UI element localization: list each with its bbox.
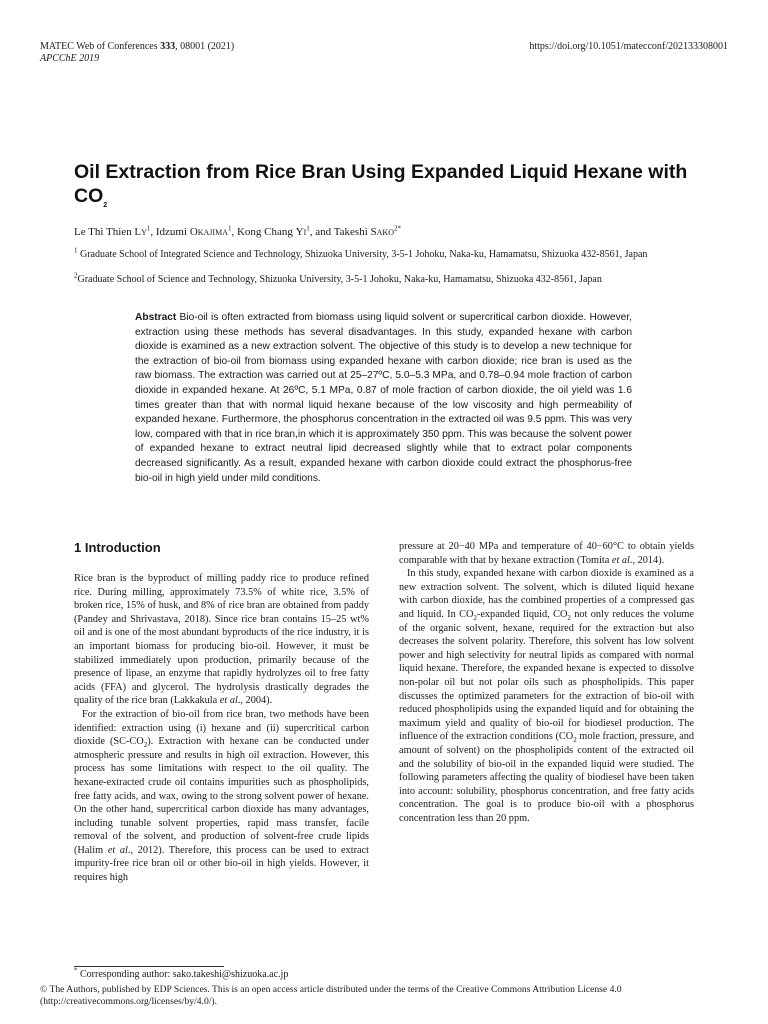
affiliation-text: Graduate School of Integrated Science and Technology, Shizuoka University, 3-5-1 Johoku, Naka-ku, Hamamatsu, Shizuoka 432-8561, Japan [77, 249, 648, 260]
article-number-year: , 08001 (2021) [175, 41, 235, 52]
paragraph-text: -expanded liquid, CO [476, 608, 568, 620]
affiliation-mark: 2 [74, 271, 78, 280]
author-given-name: Takeshi [333, 226, 371, 238]
affiliation-mark: 1 [227, 224, 232, 233]
et-al: et al [611, 554, 630, 566]
paragraph-text: pressure at 20−40 MPa and temperature of 40−60°C to obtain yields comparable with that by hexane extraction (Tomita [399, 541, 694, 566]
journal-name: MATEC Web of Conferences [40, 41, 158, 52]
author [74, 226, 156, 238]
affiliation-text: Graduate School of Science and Technology, Shizuoka University, 3-5-1 Johoku, Naka-ku, Hamamatsu, Shizuoka 432-8561, Japan [77, 274, 602, 285]
journal-volume: 333 [160, 41, 176, 52]
section-heading: 1 Introduction [74, 540, 161, 555]
et-al: et al [107, 844, 128, 856]
paragraph-text: mole fraction, pressure, and amount of solvent) on the phospholipids content of the extracted oil and the solubility of bio-oil in the expanded liquid were studied. The following parameters affecting the quality of biodiesel have been taken into account: solubility, phosphorus concentration, and free fatty acids concentration. The goal is to produce bio-oil with a phosphorus concentration less than 20 ppm. [399, 731, 695, 824]
paragraph [399, 540, 694, 567]
paragraph-text: ., 2014). [629, 554, 665, 566]
affiliation-2 [74, 271, 704, 287]
title-subscript: 2 [103, 201, 108, 209]
author-separator: , and [309, 226, 334, 238]
author-separator: , [231, 226, 237, 238]
subscript: 2 [573, 736, 577, 745]
affiliation-mark: 2* [393, 224, 401, 233]
affiliation-mark: 1 [306, 224, 310, 233]
conference-name: APCChE 2019 [40, 53, 100, 64]
footnote-text: Corresponding author: sako.takeshi@shizuoka.ac.jp [77, 969, 289, 980]
author-family-name: Sako [370, 226, 394, 238]
footnote [74, 966, 289, 981]
et-al: et al [219, 695, 238, 707]
author-given-name: Kong Chang [236, 226, 296, 238]
author-list [74, 225, 401, 239]
paragraph-text: In this study, expanded hexane with carbon dioxide is examined as a new extraction solvent. The solvent, which is diluted liquid hexane with carbon dioxide, has the combined properties of a compressed gas and liquid. In CO [399, 568, 694, 620]
license-notice: © The Authors, published by EDP Sciences. This is an open access article distributed under the terms of the Creative Commons Attribution License 4.0 (http://creativecommons.org/licenses/by/4.0/). [40, 984, 622, 1007]
paper-title [74, 160, 704, 208]
paragraph [74, 708, 369, 885]
left-column [74, 540, 369, 885]
abstract [135, 311, 632, 486]
running-header-left [40, 41, 234, 65]
subscript: 2 [473, 614, 477, 623]
paragraph-text: not only reduces the volume of the organic solvent, hexane, required for the extraction but also decreases the solvent polarity. Therefore, this solvent has low solvent power and high selectivity for neutral lipids as compared with normal liquid hexane. Therefore, the expanded hexane is expected to dissolve non-polar oil but not polar oils such as phospholipids. This paper discusses the optimized parameters for the extraction of bio-oil with reduced phospholipids using the expanded liquid and for obtaining the maximum yield and quality of bio-oil for biodiesel production. The influence of the extraction conditions (CO [399, 608, 695, 743]
paragraph-text: Rice bran is the byproduct of milling paddy rice to produce refined rice. During milling, approximately 73.5% of white rice, 3.5% of broken rice, 15% of husk, and 8% of rice bran are obtained from paddy (Pandey and Shrivastava, 2018). Since rice bran contains 15–25 wt% oil and is one of the most abundant byproducts of the rice industry, it is an important biomass for producing bio-oil. However, it must be stabilized immediately upon production, primarily because of the presence of lipase, an enzyme that rapidly hydrolyzes oil to free fatty acids (FFA) and glycerol. The hydrolysis drastically degrades the quality of the rice bran (Lakkakula [74, 573, 369, 707]
paragraph-text: ). Extraction with hexane can be conducted under atmospheric pressure and results in high oil extraction. However, this process has some limitations with respect to the oil quality. The hexane-extracted crude oil contains impurities such as phospholipids, free fatty acids, and wax, owing to the strong solvent power of hexane. On the other hand, supercritical carbon dioxide has many advantages, including tunable solvent properties, rapid mass transfer, facile removal of the solvent, and production of solvent-free crude lipids (Halim [74, 736, 369, 856]
doi-link[interactable]: https://doi.org/10.1051/matecconf/202133308001 [529, 41, 728, 52]
footnote-mark: * [74, 966, 78, 975]
affiliation-mark: 1 [146, 224, 151, 233]
abstract-text: Bio-oil is often extracted from biomass using liquid solvent or supercritical carbon dioxide. However, extraction using these methods has several disadvantages. In this study, expanded hexane with carbon dioxide is examined as a new extraction solvent. The objective of this study is to develop a new technique for the extraction of bio-oil from biomass using expanded hexane with carbon dioxide; rice bran is used as the raw biomass. The extraction was carried out at 25–27ºC, 5.0–5.3 MPa, and 0.78–0.94 mole fraction of carbon dioxide in expanded hexane. At 26ºC, 5.1 MPa, 0.87 of mole fraction of carbon dioxide, the oil yield was 1.6 times greater than that with normal liquid hexane because of the low viscosity and high permeability of expanded hexane. Furthermore, the phosphorus concentration in the extracted oil was 9.5 ppm. This was very low, compared with that in rice bran,in which it is approximately 350 ppm. This was because the solvent power of expanded hexane to extract neutral lipid decreased slightly while that to extract polar components decreased significantly. As a result, expanded hexane with carbon dioxide could extract the phosphorus-free bio-oil in high yield under mild conditions. [135, 312, 632, 484]
author-family-name: Okajima [189, 226, 228, 238]
author-family-name: Ly [134, 226, 147, 238]
paragraph-text: ., 2004). [237, 695, 273, 707]
affiliation-mark: 1 [74, 246, 78, 255]
paragraph [74, 572, 369, 708]
footnote-rule [74, 966, 224, 967]
subscript: 2 [143, 741, 148, 750]
subscript: 2 [567, 614, 571, 623]
author-given-name: Idzumi [155, 226, 190, 238]
journal-citation [40, 41, 234, 53]
author-family-name: Yi [295, 226, 307, 238]
paragraph-text: ., 2012). Therefore, this process can be used to extract impurity-free rice bran oil or other bio-oil in high yields. However, it requires high [74, 844, 369, 884]
affiliation-1 [74, 246, 708, 262]
author [237, 226, 334, 238]
paragraph [399, 567, 694, 825]
title-text: Oil Extraction from Rice Bran Using Expanded Liquid Hexane with CO [74, 161, 688, 207]
author [334, 226, 401, 238]
author-separator: , [150, 226, 156, 238]
right-column [399, 540, 694, 825]
author-given-name: Le Thi Thien [74, 226, 135, 238]
author [156, 226, 237, 238]
abstract-label: Abstract [135, 312, 177, 323]
paragraph-text: For the extraction of bio-oil from rice bran, two methods have been identified: extraction using (i) hexane and (ii) supercritical carbon dioxide (SC-CO [74, 708, 369, 748]
